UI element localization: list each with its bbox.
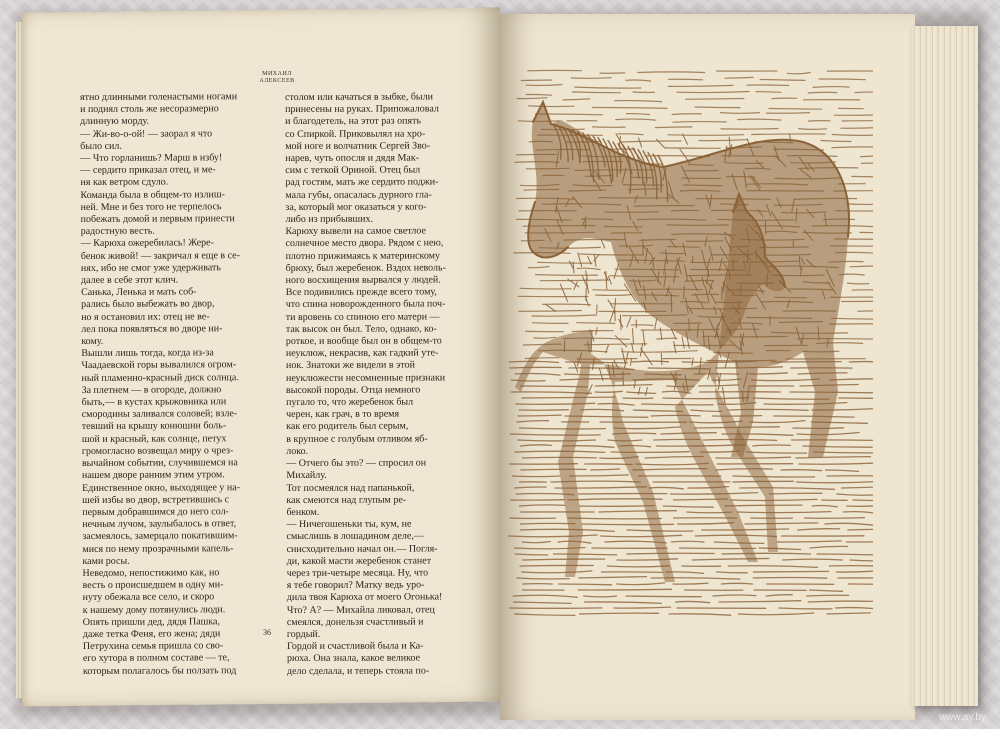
text-line: смородины заливался соловей; взле-: [81, 408, 238, 421]
text-line: как смеются над глупым ре-: [286, 494, 407, 506]
text-line: радостную весть.: [80, 225, 155, 238]
text-line: роткое, и вообще был он в общем-то: [285, 335, 442, 348]
text-line: сим с теткой Ориной. Отец был: [285, 164, 421, 177]
text-line: ятно длинными голенастыми ногами: [80, 91, 238, 103]
text-line: неуклюжести несомненные признаки: [285, 372, 446, 384]
text-line: нок. Знатоки же видели в этой: [285, 360, 415, 372]
text-line: шой и красный, как солнце, петух: [81, 432, 227, 445]
page-number: 36: [263, 628, 271, 637]
text-line: нашем дворе ранним этим утром.: [81, 469, 225, 482]
text-line: дила твоя Карюха от моего Огонька!: [286, 591, 443, 604]
text-line: Неведомо, непостижимо как, но: [82, 567, 220, 579]
text-line: лел пока появляться во дворе ни-: [81, 323, 223, 335]
text-line: как его родитель был серым,: [286, 421, 409, 433]
text-line: черен, как грач, в то время: [286, 408, 400, 421]
text-line: нях, ибо не смог уже удерживать: [80, 262, 221, 274]
text-line: — Ничегошеньки ты, кум, не: [286, 518, 412, 531]
text-line: весть о происшедшем в одну ми-: [82, 579, 224, 592]
text-line: высокой породы. Отца немного: [286, 384, 421, 396]
text-line: — Что горланишь? Марш в избу!: [80, 152, 223, 165]
text-line: его хутора в полном составе — те,: [82, 652, 230, 665]
text-line: мой ноге и волчатник Сергей Зво-: [285, 140, 431, 152]
text-line: столом или качаться в зыбке, были: [285, 91, 434, 103]
text-line: Что? А? — Михайла ликовал, отец: [286, 604, 435, 616]
text-line: Команда была в общем-то излиш-: [80, 188, 225, 201]
text-line: длинную морду.: [80, 116, 150, 128]
text-line: которым полагалось бы ползать под: [83, 664, 237, 677]
text-line: брюху, был жеребенок. Вздох неволь-: [285, 262, 446, 274]
text-line: смыслишь в лошадином деле,—: [286, 530, 424, 543]
text-line: и благодетель, на этот раз опять: [285, 115, 422, 128]
text-line: Михайлу.: [286, 470, 327, 482]
text-line: ди, какой масти жеребенок станет: [286, 555, 432, 567]
text-line: нарев, чуть опосля и дядя Мак-: [285, 152, 420, 165]
text-line: смеялся, донельзя счастливый и: [286, 616, 424, 628]
text-line: даже тетка Феня, его жена; дяди: [82, 628, 221, 640]
text-line: плотно прижимаясь к материнскому: [285, 250, 441, 262]
running-head-lastname: АЛЕКСЕЕВ: [259, 78, 295, 84]
text-line: снисходительно начал он.— Погля-: [286, 542, 438, 555]
text-line: к нашему дому потянулись люди.: [82, 603, 226, 616]
text-line: шей избы во двор, встретившись с: [82, 493, 230, 506]
text-line: За плетнем — в огороде, должно: [81, 384, 222, 396]
text-line: солнечное место двора. Рядом с нею,: [285, 237, 444, 250]
text-line: неуклюж, некрасив, как гадкий уте-: [285, 347, 439, 360]
text-line: ного восхищения вырвался у людей.: [285, 274, 441, 287]
text-line: громогласно возвещал миру о чрез-: [81, 445, 234, 457]
text-line: локо.: [286, 445, 309, 457]
horse-illustration: [503, 62, 873, 632]
text-line: нечным лучом, заулыбалось в ответ,: [82, 518, 237, 531]
text-line: Карюху вывели на самое светлое: [285, 225, 426, 238]
text-line: кому.: [81, 335, 104, 348]
right-page-stack: [912, 26, 978, 706]
running-head: [247, 71, 307, 85]
text-line: — Карюха ожеребилась! Жере-: [80, 237, 214, 250]
text-line: через три-четыре месяца. Ну, что: [286, 567, 429, 579]
text-line: пугало то, что жеребенок был: [286, 396, 414, 409]
text-line: — сердито приказал отец, и ме-: [80, 164, 216, 177]
text-line: засмеялось, замерцало покатившим-: [82, 530, 238, 543]
text-line: дело сделала, и теперь стояла по-: [287, 665, 430, 677]
text-line: рались было выбежать во двор,: [81, 298, 215, 311]
text-line: ня как ветром сдуло.: [80, 176, 169, 189]
text-line: ками росы.: [82, 555, 130, 567]
text-line: быть,— в кустах крыжовника или: [81, 396, 227, 409]
text-line: Единственное окно, выходящее у на-: [82, 481, 241, 494]
text-line: гордый.: [286, 628, 321, 640]
text-line: Чаадаевской горы вывалился огром-: [81, 359, 237, 372]
text-line: но я остановил их: отец не ве-: [81, 310, 210, 323]
text-line: со Спиркой. Приковылял на хро-: [285, 128, 426, 140]
text-line: Санька, Ленька и мать соб-: [81, 286, 197, 299]
text-line: было сил.: [80, 140, 122, 152]
text-line: принесены на руках. Припожаловал: [285, 103, 439, 116]
text-line: Опять пришли дед, дядя Пашка,: [82, 616, 221, 628]
text-line: Все подивились прежде всего тому,: [285, 286, 437, 299]
right-text-column: [285, 91, 475, 677]
watermark: www.ay.by: [938, 712, 986, 723]
text-line: ней. Мне и без того не терпелось: [80, 201, 222, 213]
text-line: за, который мог оказаться у кого-: [285, 201, 427, 213]
text-line: нуту обежала все село, и скоро: [82, 591, 215, 604]
text-line: рюха. Она знала, какое великое: [286, 652, 421, 665]
text-line: первым добравшимся до него сол-: [82, 506, 229, 518]
text-line: Тот посмеялся над папанькой,: [286, 482, 415, 494]
text-line: и поднял столь же несоразмерно: [80, 103, 219, 116]
text-line: Гордой и счастливой была и Ка-: [286, 640, 424, 653]
left-text-column: [80, 91, 271, 678]
text-line: что спина новорожденного была поч-: [285, 298, 446, 311]
text-line: — Отчего бы это? — спросил он: [286, 457, 427, 470]
text-line: Вышли лишь тогда, когда из-за: [81, 347, 214, 360]
text-line: мала губы, опасалась дурного гла-: [285, 189, 432, 201]
text-line: бенком.: [286, 506, 320, 518]
text-line: далее в себе этот клич.: [80, 274, 179, 287]
text-line: вычайном событии, случившемся на: [81, 457, 238, 470]
text-line: рад гостям, мать же сердито поджи-: [285, 176, 439, 189]
text-line: ти вровень со спиною его матери —: [285, 311, 440, 323]
running-head-firstname: МИХАИЛ: [262, 71, 292, 77]
text-line: ный пламенно-красный диск солнца.: [81, 371, 239, 384]
text-line: я тебе говорил? Матку ведь уро-: [286, 579, 425, 592]
text-line: в крупное с голубым отливом яб-: [286, 433, 428, 445]
text-line: бенок живой! — закричал я еще в се-: [80, 249, 240, 262]
text-line: побежать домой и первым принести: [80, 213, 235, 226]
text-line: так высок он был. Тело, однако, ко-: [285, 323, 437, 335]
text-line: тевший на крышу конюшни боль-: [81, 420, 227, 433]
text-line: — Жи-во-о-ой! — заорал я что: [80, 127, 213, 140]
text-line: мися по нему прозрачными капель-: [82, 542, 234, 555]
text-line: Петрухина семья пришла со сво-: [82, 640, 224, 653]
text-line: либо из прибывших.: [285, 213, 373, 226]
